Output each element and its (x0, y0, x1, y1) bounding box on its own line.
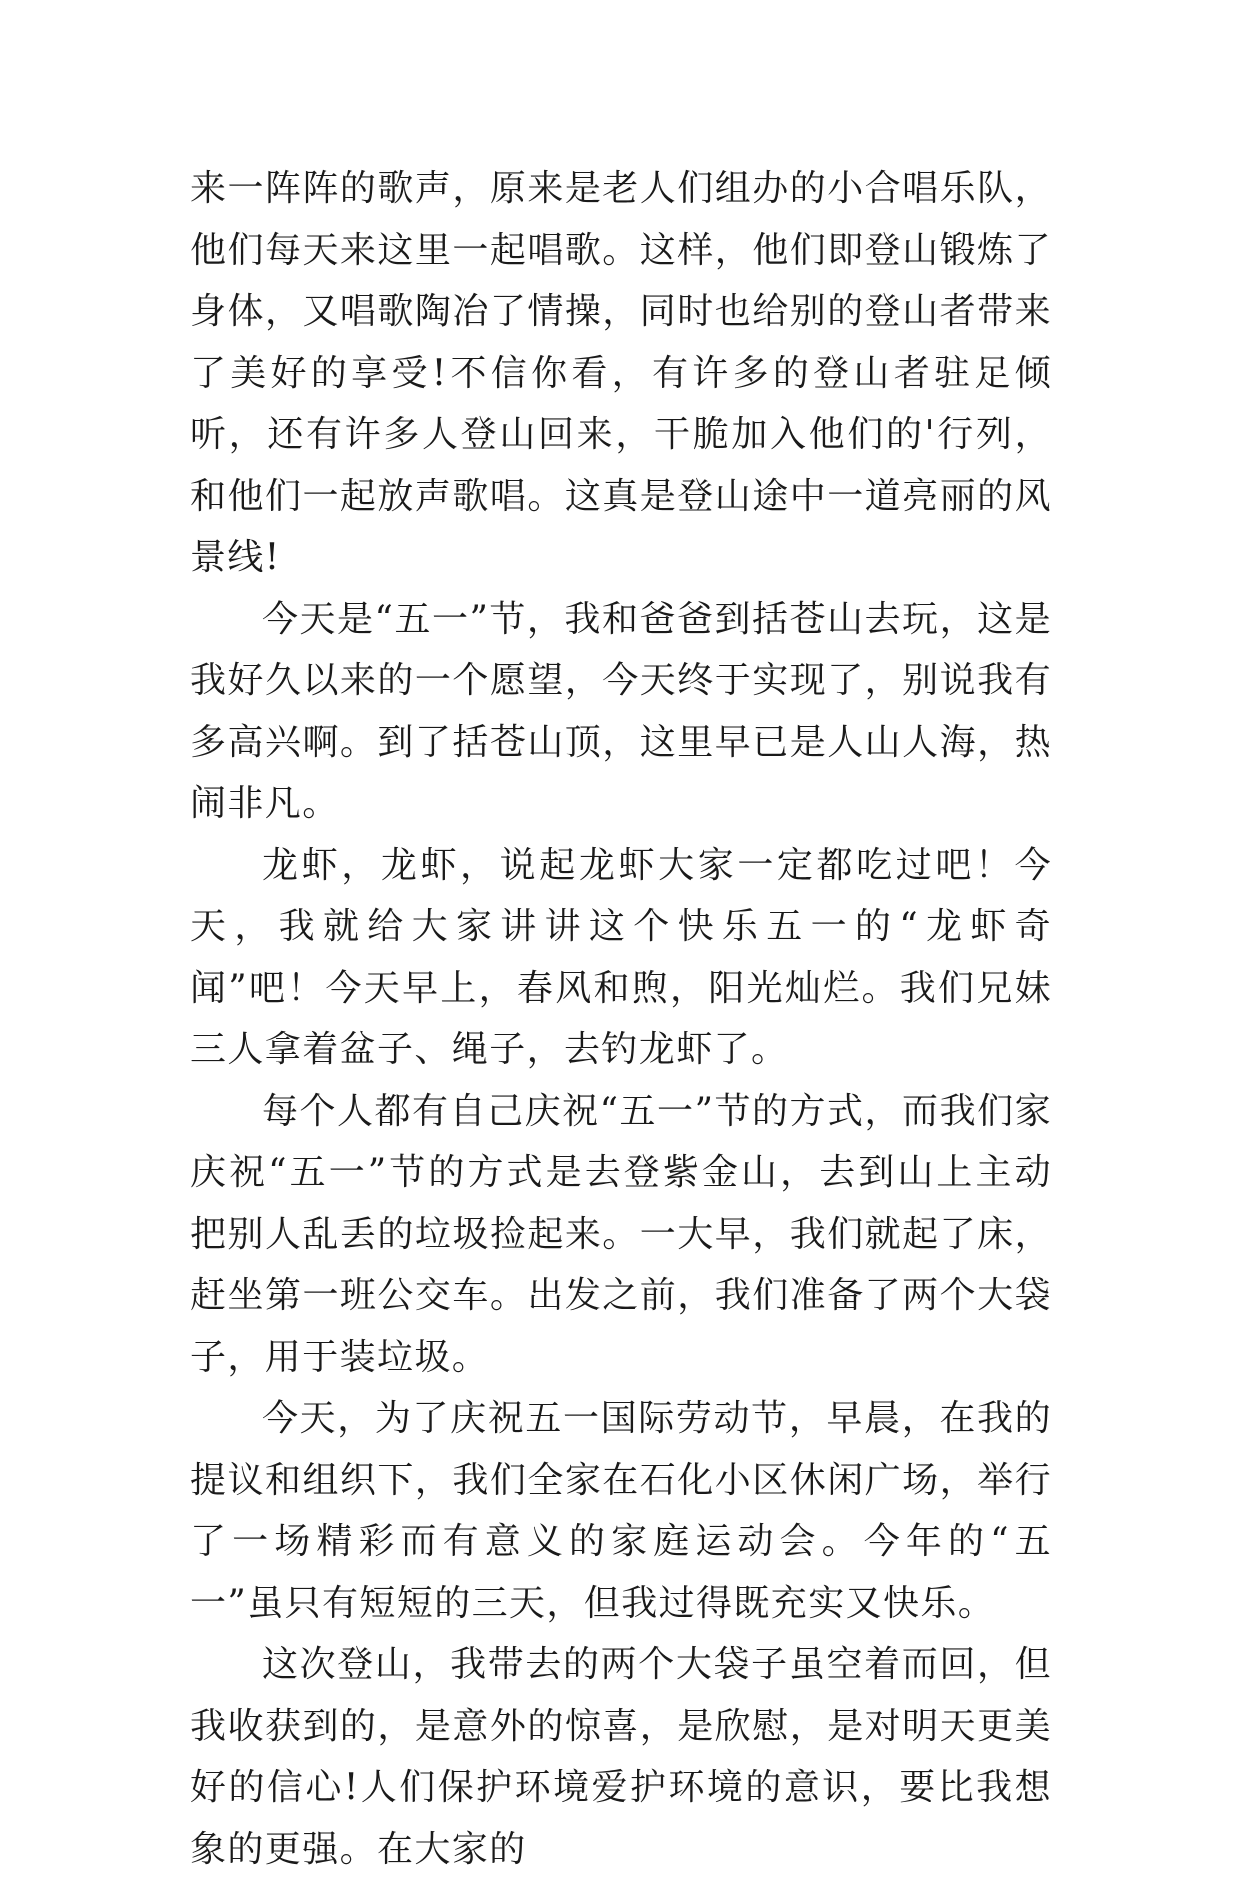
paragraph-6: 这次登山，我带去的两个大袋子虽空着而回，但我收获到的，是意外的惊喜，是欣慰，是对明天更美好的信心!人们保护环境爱护环境的意识，要比我想象的更强。在大家的 (190, 1644, 1052, 1870)
paragraph-4: 每个人都有自己庆祝“五一”节的方式，而我们家庆祝“五一”节的方式是去登紫金山，去到山上主动把别人乱丢的垃圾捡起来。一大早，我们就起了床，赶坐第一班公交车。出发之前，我们准备了两个大袋子，用于装垃圾。 (190, 1090, 1052, 1378)
paragraph-1: 来一阵阵的歌声，原来是老人们组办的小合唱乐队，他们每天来这里一起唱歌。这样，他们即登山锻炼了身体，又唱歌陶冶了情操，同时也给别的登山者带来了美好的享受!不信你看，有许多的登山者驻足倾听，还有许多人登山回来，干脆加入他们的'行列，和他们一起放声歌唱。这真是登山途中一道亮丽的风景线! (190, 168, 1052, 578)
paragraph-5: 今天，为了庆祝五一国际劳动节，早晨，在我的提议和组织下，我们全家在石化小区休闲广场，举行了一场精彩而有意义的家庭运动会。今年的“五一”虽只有短短的三天，但我过得既充实又快乐。 (190, 1398, 1052, 1624)
body-text (190, 158, 1052, 1880)
paragraph-2: 今天是“五一”节，我和爸爸到括苍山去玩，这是我好久以来的一个愿望，今天终于实现了，别说我有多高兴啊。到了括苍山顶，这里早已是人山人海，热闹非凡。 (190, 598, 1052, 824)
paragraph-3: 龙虾，龙虾，说起龙虾大家一定都吃过吧！今天，我就给大家讲讲这个快乐五一的“龙虾奇闻”吧！今天早上，春风和煦，阳光灿烂。我们兄妹三人拿着盆子、绳子，去钓龙虾了。 (190, 844, 1052, 1070)
